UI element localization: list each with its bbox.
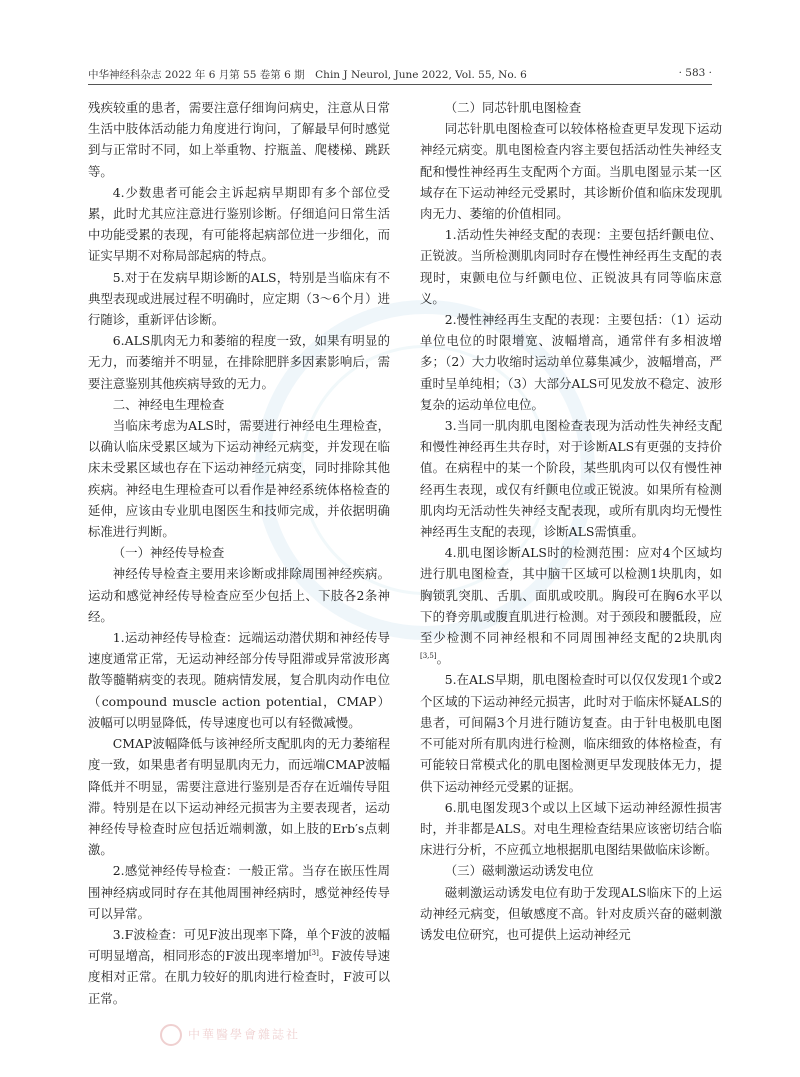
paragraph: 3.当同一肌肉肌电图检查表现为活动性失神经支配和慢性神经再生共存时，对于诊断ALS有更强的支持价值。在病程中的某一个阶段，某些肌肉可以仅有慢性神经再生表现，或仅有纤颤电位或正锐波。如果所有检测肌肉均无活动性失神经支配表现，或所有肌肉均无慢性神经再生支配的表现，诊断ALS需慎重。: [420, 418, 722, 540]
paragraph: 磁刺激运动诱发电位有助于发现ALS临床下的上运动神经元病变，但敏感度不高。针对皮质兴奋的磁刺激诱发电位研究，也可提供上运动神经元: [420, 884, 722, 942]
publisher-name: 中華醫學會雜誌社: [188, 1027, 301, 1042]
right-column: [420, 97, 722, 945]
subsection-heading: （二）同芯针肌电图检查: [444, 100, 582, 115]
paragraph: 1.运动神经传导检查：远端运动潜伏期和神经传导速度通常正常，无运动神经部分传导阻滞或异常波形离散等髓鞘病变的表现。随病情发展，复合肌肉动作电位（compound muscle action potential，CMAP）波幅可以明显降低，传导速度也可以有轻微减慢。: [88, 630, 390, 730]
paragraph: 5.在ALS早期，肌电图检查时可以仅仅发现1个或2个区域的下运动神经元损害，此时对于临床怀疑ALS的患者，可间隔3个月进行随访复查。由于针电极肌电图不可能对所有肌肉进行检测，临床细致的体格检查，有可能较日常模式化的肌电图检测更早发现肢体无力，提供下运动神经元受累的证据。: [420, 672, 722, 794]
running-header: [88, 64, 712, 85]
paragraph-text: 。F波传导速度相对正常。在肌力较好的肌肉进行检查时，F波可以正常。: [88, 948, 390, 1006]
paragraph-text: 4.肌电图诊断ALS时的检测范围：应对4个区域均进行肌电图检查，其中脑干区域可以检测1块肌肉，如胸锁乳突肌、舌肌、面肌或咬肌。胸段可在胸6水平以下的脊旁肌或腹直肌进行检测。对于颈段和腰骶段，应至少检测不同神经根和不同周围神经支配的2块肌肉: [420, 545, 722, 646]
paragraph: CMAP波幅降低与该神经所支配肌肉的无力萎缩程度一致，如果患者有明显肌肉无力，而远端CMAP波幅降低并不明显，需要注意进行鉴别是否存在近端传导阻滞。特别是在以下运动神经元损害为主要表现者，运动神经传导检查时应包括近端刺激，如上肢的Erb′s点刺激。: [88, 736, 390, 858]
paragraph: [420, 542, 722, 669]
paragraph: 同芯针肌电图检查可以较体格检查更早发现下运动神经元病变。肌电图检查内容主要包括活动性失神经支配和慢性神经再生支配两个方面。当肌电图显示某一区域存在下运动神经元受累时，其诊断价值和临床发现肌肉无力、萎缩的价值相同。: [420, 121, 722, 222]
paragraph: 当临床考虑为ALS时，需要进行神经电生理检查，以确认临床受累区域为下运动神经元病变，并发现在临床未受累区域也存在下运动神经元病变，同时排除其他疾病。神经电生理检查可以看作是神经系统体格检查的延伸，应该由专业肌电图医生和技师完成，并依据明确标准进行判断。: [88, 418, 390, 540]
subsection-heading: （三）磁刺激运动诱发电位: [444, 863, 594, 879]
paragraph: 6.肌电图发现3个或以上区域下运动神经源性损害时，并非都是ALS。对电生理检查结果应该密切结合临床进行分析，不应孤立地根据肌电图结果做临床诊断。: [420, 799, 722, 858]
subsection-heading: （一）神经传导检查: [112, 545, 225, 561]
citation-ref: [3]: [308, 949, 319, 957]
paragraph-text: 。: [436, 651, 449, 667]
publisher-watermark: [160, 1024, 300, 1046]
paragraph: 2.感觉神经传导检查：一般正常。当存在嵌压性周围神经病或同时存在其他周围神经病时，感觉神经传导可以异常。: [88, 863, 390, 921]
paragraph: 6.ALS肌肉无力和萎缩的程度一致，如果有明显的无力，而萎缩并不明显，在排除肥胖多因素影响后，需要注意鉴别其他疾病导致的无力。: [88, 333, 390, 391]
left-column: [88, 97, 390, 1009]
section-heading: 二、神经电生理检查: [112, 396, 225, 412]
paragraph: 2.慢性神经再生支配的表现：主要包括：（1）运动单位电位的时限增宽、波幅增高，通常伴有多相波增多；（2）大力收缩时运动单位募集减少，波幅增高，严重时呈单纯相；（3）大部分ALS可见发放不稳定、波形复杂的运动单位电位。: [420, 312, 722, 412]
paragraph: 5.对于在发病早期诊断的ALS，特别是当临床有不典型表现或进展过程不明确时，应定期（3～6个月）进行随诊，重新评估诊断。: [88, 269, 390, 328]
paragraph: 1.活动性失神经支配的表现：主要包括纤颤电位、正锐波。当所检测肌肉同时存在慢性神经再生支配的表现时，束颤电位与纤颤电位、正锐波具有同等临床意义。: [420, 227, 722, 306]
paragraph: 神经传导检查主要用来诊断或排除周围神经疾病。运动和感觉神经传导检查应至少包括上、下肢各2条神经。: [88, 566, 390, 624]
paragraph: 残疾较重的患者，需要注意仔细询问病史，注意从日常生活中肢体活动能力角度进行询问，了解最早何时感觉到与正常时不同，如上举重物、拧瓶盖、爬楼梯、跳跃等。: [88, 100, 390, 179]
page-number: · 583 ·: [678, 67, 712, 79]
paragraph: 4.少数患者可能会主诉起病早期即有多个部位受累，此时尤其应注意进行鉴别诊断。仔细追问日常生活中功能受累的表现，有可能将起病部位进一步细化，而证实早期不对称局部起病的特点。: [88, 184, 390, 264]
publisher-logo-icon: [160, 1024, 182, 1046]
paragraph: [88, 924, 390, 1009]
citation-ref: [3,5]: [420, 652, 437, 661]
journal-citation: 中华神经科杂志 2022 年 6 月第 55 卷第 6 期 Chin J Neurol, June 2022, Vol. 55, No. 6: [88, 69, 527, 81]
paragraph-text: 3.F波检查：可见F波出现率下降，单个F波的波幅可明显增高，相同形态的F波出现率增加: [88, 926, 390, 964]
